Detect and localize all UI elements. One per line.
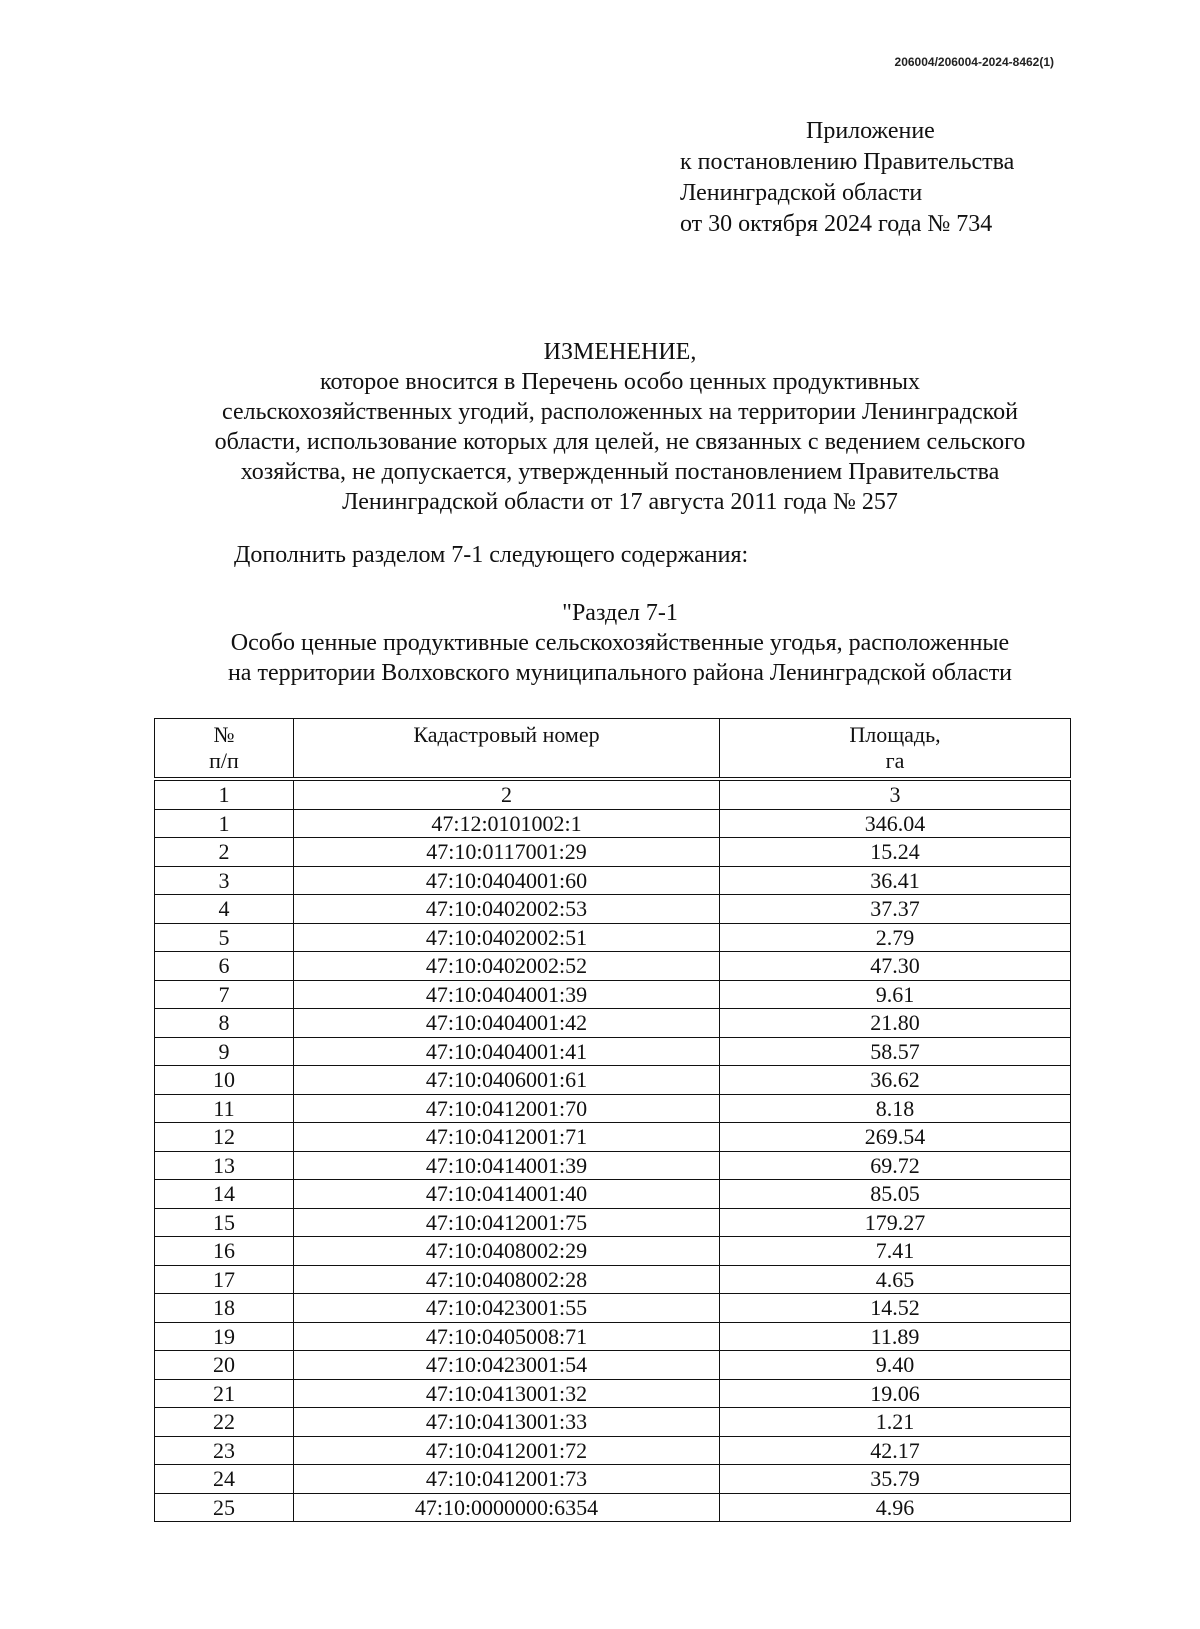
area-cell: 346.04 xyxy=(720,809,1071,838)
area-cell: 14.52 xyxy=(720,1294,1071,1323)
header-cadastral-number: Кадастровый номер xyxy=(294,719,720,780)
table-row xyxy=(155,952,1071,981)
row-number-cell: 25 xyxy=(155,1493,294,1522)
row-number-cell: 24 xyxy=(155,1465,294,1494)
row-number-cell: 16 xyxy=(155,1237,294,1266)
appendix-line: Ленинградской области xyxy=(680,180,923,206)
row-number-cell: 18 xyxy=(155,1294,294,1323)
header-number-line1: № xyxy=(213,722,235,747)
area-cell: 19.06 xyxy=(720,1379,1071,1408)
section-line: на территории Волховского муниципального района Ленинградской области xyxy=(227,660,1013,686)
cadastral-number-cell: 47:10:0405008:71 xyxy=(294,1322,720,1351)
table-row xyxy=(155,1237,1071,1266)
area-cell: 8.18 xyxy=(720,1094,1071,1123)
table-row xyxy=(155,1066,1071,1095)
header-number xyxy=(155,719,294,780)
supplement-text: Дополнить разделом 7-1 следующего содержания: xyxy=(234,542,749,568)
cadastral-number-cell: 47:10:0402002:52 xyxy=(294,952,720,981)
cadastral-number-cell: 47:10:0423001:55 xyxy=(294,1294,720,1323)
cadastral-number-cell: 47:10:0412001:70 xyxy=(294,1094,720,1123)
row-number-cell: 2 xyxy=(155,838,294,867)
area-cell: 58.57 xyxy=(720,1037,1071,1066)
cadastral-number-cell: 47:10:0412001:73 xyxy=(294,1465,720,1494)
appendix-line: к постановлению Правительства xyxy=(680,149,1015,175)
row-number-cell: 4 xyxy=(155,895,294,924)
table-row xyxy=(155,923,1071,952)
cadastral-number-cell: 47:10:0000000:6354 xyxy=(294,1493,720,1522)
row-number-cell: 22 xyxy=(155,1408,294,1437)
cadastral-number-cell: 47:10:0404001:60 xyxy=(294,866,720,895)
row-number-cell: 9 xyxy=(155,1037,294,1066)
row-number-cell: 14 xyxy=(155,1180,294,1209)
table-row xyxy=(155,1265,1071,1294)
row-number-cell: 5 xyxy=(155,923,294,952)
area-cell: 85.05 xyxy=(720,1180,1071,1209)
area-cell: 15.24 xyxy=(720,838,1071,867)
area-cell: 9.61 xyxy=(720,980,1071,1009)
table-row xyxy=(155,838,1071,867)
column-number: 2 xyxy=(294,779,720,809)
cadastral-number-cell: 47:10:0402002:53 xyxy=(294,895,720,924)
title-line: которое вносится в Перечень особо ценных продуктивных xyxy=(320,369,920,395)
table-row xyxy=(155,1465,1071,1494)
area-cell: 69.72 xyxy=(720,1151,1071,1180)
area-cell: 36.62 xyxy=(720,1066,1071,1095)
table-row xyxy=(155,1322,1071,1351)
header-area xyxy=(720,719,1071,780)
cadastral-number-cell: 47:10:0406001:61 xyxy=(294,1066,720,1095)
area-cell: 35.79 xyxy=(720,1465,1071,1494)
cadastral-number-cell: 47:12:0101002:1 xyxy=(294,809,720,838)
cadastral-number-cell: 47:10:0414001:39 xyxy=(294,1151,720,1180)
area-cell: 4.65 xyxy=(720,1265,1071,1294)
section-header xyxy=(120,598,1120,688)
row-number-cell: 15 xyxy=(155,1208,294,1237)
area-cell: 21.80 xyxy=(720,1009,1071,1038)
row-number-cell: 3 xyxy=(155,866,294,895)
area-cell: 42.17 xyxy=(720,1436,1071,1465)
area-cell: 269.54 xyxy=(720,1123,1071,1152)
document-title xyxy=(120,337,1120,517)
cadastral-number-cell: 47:10:0404001:41 xyxy=(294,1037,720,1066)
header-number-line2: п/п xyxy=(209,748,239,773)
title-line: хозяйства, не допускается, утвержденный постановлением Правительства xyxy=(240,459,1000,485)
area-cell: 7.41 xyxy=(720,1237,1071,1266)
row-number-cell: 12 xyxy=(155,1123,294,1152)
table-row xyxy=(155,1493,1071,1522)
table-row xyxy=(155,1408,1071,1437)
table-row xyxy=(155,980,1071,1009)
appendix-line: от 30 октября 2024 года № 734 xyxy=(680,211,993,237)
cadastral-number-cell: 47:10:0414001:40 xyxy=(294,1180,720,1209)
cadastral-number-cell: 47:10:0408002:29 xyxy=(294,1237,720,1266)
area-cell: 9.40 xyxy=(720,1351,1071,1380)
area-cell: 37.37 xyxy=(720,895,1071,924)
title-line: Ленинградской области от 17 августа 2011 года № 257 xyxy=(342,489,898,515)
area-cell: 36.41 xyxy=(720,866,1071,895)
cadastral-number-cell: 47:10:0117001:29 xyxy=(294,838,720,867)
row-number-cell: 1 xyxy=(155,809,294,838)
document-id: 206004/206004-2024-8462(1) xyxy=(894,55,1054,69)
area-cell: 4.96 xyxy=(720,1493,1071,1522)
section-line: Особо ценные продуктивные сельскохозяйственные угодья, расположенные xyxy=(230,630,1010,656)
cadastral-number-cell: 47:10:0412001:72 xyxy=(294,1436,720,1465)
table-header-row xyxy=(155,719,1071,780)
land-table-container xyxy=(154,718,1070,1522)
header-area-line1: Площадь, xyxy=(849,722,941,747)
title-line: области, использование которых для целей, не связанных с ведением сельского xyxy=(214,429,1026,455)
table-row xyxy=(155,1094,1071,1123)
table-row xyxy=(155,1180,1071,1209)
row-number-cell: 8 xyxy=(155,1009,294,1038)
area-cell: 11.89 xyxy=(720,1322,1071,1351)
table-row xyxy=(155,1208,1071,1237)
title-line: сельскохозяйственных угодий, расположенных на территории Ленинградской xyxy=(222,399,1018,425)
title-heading: ИЗМЕНЕНИЕ, xyxy=(543,339,697,365)
area-cell: 2.79 xyxy=(720,923,1071,952)
table-row xyxy=(155,866,1071,895)
row-number-cell: 7 xyxy=(155,980,294,1009)
cadastral-number-cell: 47:10:0423001:54 xyxy=(294,1351,720,1380)
table-row xyxy=(155,1151,1071,1180)
column-numbering-row xyxy=(155,779,1071,809)
row-number-cell: 10 xyxy=(155,1066,294,1095)
row-number-cell: 20 xyxy=(155,1351,294,1380)
appendix-line: Приложение xyxy=(806,118,935,144)
cadastral-number-cell: 47:10:0402002:51 xyxy=(294,923,720,952)
cadastral-number-cell: 47:10:0413001:32 xyxy=(294,1379,720,1408)
table-row xyxy=(155,809,1071,838)
row-number-cell: 19 xyxy=(155,1322,294,1351)
column-number: 3 xyxy=(720,779,1071,809)
row-number-cell: 23 xyxy=(155,1436,294,1465)
area-cell: 179.27 xyxy=(720,1208,1071,1237)
section-heading: "Раздел 7-1 xyxy=(562,600,678,626)
row-number-cell: 11 xyxy=(155,1094,294,1123)
table-row xyxy=(155,1351,1071,1380)
row-number-cell: 21 xyxy=(155,1379,294,1408)
row-number-cell: 13 xyxy=(155,1151,294,1180)
cadastral-number-cell: 47:10:0408002:28 xyxy=(294,1265,720,1294)
cadastral-number-cell: 47:10:0413001:33 xyxy=(294,1408,720,1437)
table-row xyxy=(155,895,1071,924)
table-row xyxy=(155,1123,1071,1152)
appendix-header xyxy=(680,116,1014,240)
land-table xyxy=(154,718,1071,1522)
cadastral-number-cell: 47:10:0404001:39 xyxy=(294,980,720,1009)
row-number-cell: 6 xyxy=(155,952,294,981)
header-area-line2: га xyxy=(885,748,905,773)
area-cell: 1.21 xyxy=(720,1408,1071,1437)
area-cell: 47.30 xyxy=(720,952,1071,981)
row-number-cell: 17 xyxy=(155,1265,294,1294)
table-row xyxy=(155,1436,1071,1465)
table-row xyxy=(155,1379,1071,1408)
cadastral-number-cell: 47:10:0412001:71 xyxy=(294,1123,720,1152)
cadastral-number-cell: 47:10:0412001:75 xyxy=(294,1208,720,1237)
column-number: 1 xyxy=(155,779,294,809)
table-row xyxy=(155,1294,1071,1323)
cadastral-number-cell: 47:10:0404001:42 xyxy=(294,1009,720,1038)
table-row xyxy=(155,1009,1071,1038)
table-row xyxy=(155,1037,1071,1066)
